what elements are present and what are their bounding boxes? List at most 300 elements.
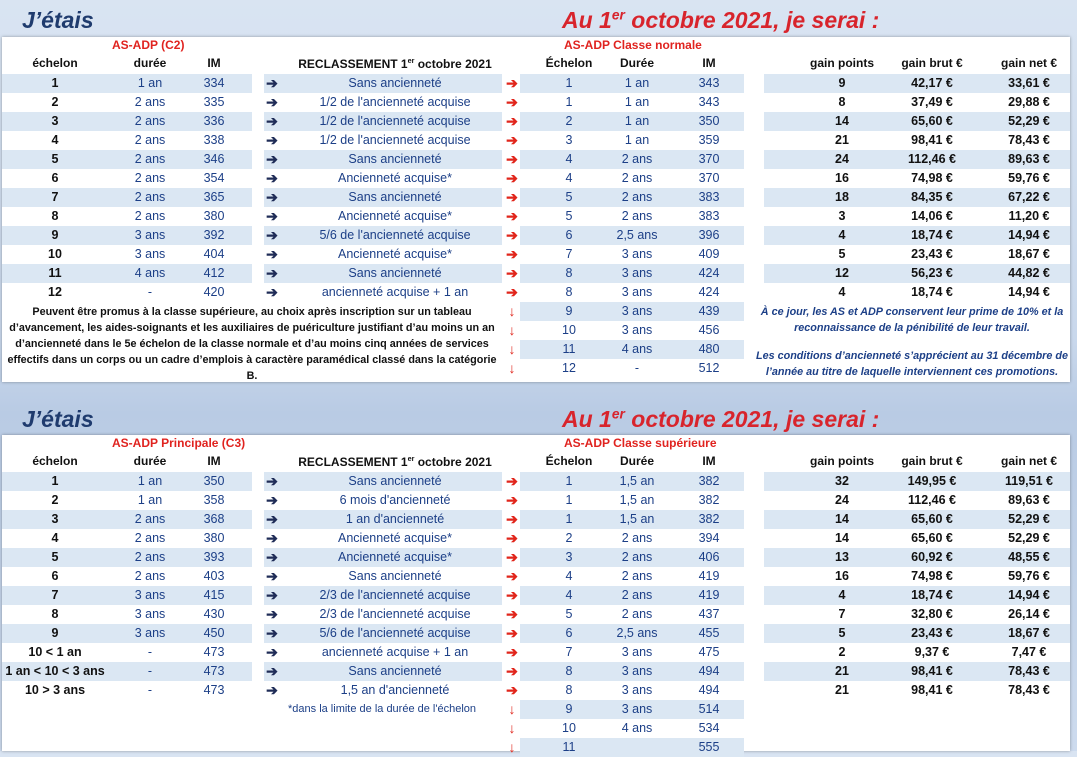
cell-im: 350 [203, 474, 225, 488]
table-row [2, 264, 1070, 283]
cell-echelon: 7 [51, 190, 59, 204]
note-conditions-anciennete: Les conditions d’ancienneté s’apprécient au 31 décembre de l’année au titre de laquelle interviennent ces promotions. [755, 350, 1068, 378]
cell-duree-new: 3 ans [621, 702, 653, 716]
cell-im-new: 494 [698, 664, 720, 678]
cell-im: 420 [203, 285, 225, 299]
header-echelon: échelon [32, 56, 78, 70]
cell-duree-new: 2,5 ans [616, 626, 658, 640]
table-row [2, 681, 1070, 700]
cell-im: 393 [203, 550, 225, 564]
cell-gain-brut: 84,35 € [911, 190, 953, 204]
cell-im-new: 555 [698, 740, 720, 754]
cell-reclassement: Ancienneté acquise* [338, 550, 452, 564]
cell-duree-new: 3 ans [621, 323, 653, 337]
cell-im: 336 [203, 114, 225, 128]
arrow-right-icon: ➔ [266, 682, 278, 698]
cell-duree-new: 1 an [624, 114, 650, 128]
cell-gain-brut: 37,49 € [911, 95, 953, 109]
arrow-right-icon: ➔ [266, 587, 278, 603]
arrow-right-icon: ➔ [266, 284, 278, 300]
cell-duree: - [147, 645, 153, 659]
cell-gain-brut: 112,46 € [908, 152, 956, 166]
table-row [2, 207, 1070, 226]
cell-im: 473 [203, 645, 225, 659]
cell-gain-brut: 18,74 € [911, 588, 953, 602]
arrow-down-icon: ↓ [508, 303, 516, 319]
cell-gain-points: 4 [838, 228, 846, 242]
arrow-right-red-icon: ➔ [506, 587, 518, 603]
cell-im-new: 455 [698, 626, 720, 640]
arrow-down-icon: ↓ [508, 360, 516, 376]
header-reclassement: RECLASSEMENT 1er octobre 2021 [298, 56, 492, 71]
cell-gain-net: 7,47 € [1011, 645, 1047, 659]
cell-gain-net: 14,94 € [1008, 228, 1050, 242]
cell-echelon: 1 an < 10 < 3 ans [5, 664, 105, 678]
table-row [2, 74, 1070, 93]
table-row [2, 567, 1070, 586]
header-im: IM [207, 454, 221, 468]
cell-gain-points: 14 [835, 114, 849, 128]
header-gain-brut: gain brut € [901, 454, 963, 468]
cell-duree: 3 ans [134, 588, 166, 602]
cell-gain-net: 59,76 € [1008, 171, 1050, 185]
cell-echelon-new: 7 [565, 247, 573, 261]
cell-echelon: 4 [51, 531, 59, 545]
arrow-right-red-icon: ➔ [506, 606, 518, 622]
cell-im-new: 409 [698, 247, 720, 261]
table-row-extra [2, 719, 1070, 738]
arrow-right-red-icon: ➔ [506, 568, 518, 584]
header-echelon: échelon [32, 454, 78, 468]
cell-duree: 1 an [137, 76, 163, 90]
arrow-right-icon: ➔ [266, 549, 278, 565]
table-row [2, 586, 1070, 605]
cell-gain-net: 59,76 € [1008, 569, 1050, 583]
header-duree: durée [133, 56, 167, 70]
cell-gain-brut: 65,60 € [911, 531, 953, 545]
arrow-right-red-icon: ➔ [506, 549, 518, 565]
cell-im: 415 [203, 588, 225, 602]
cell-reclassement: Sans ancienneté [348, 190, 442, 204]
cell-echelon: 2 [51, 493, 59, 507]
cell-duree: 3 ans [134, 626, 166, 640]
cell-gain-brut: 23,43 € [911, 626, 953, 640]
cell-echelon-new: 10 [562, 721, 576, 735]
table-row [2, 150, 1070, 169]
table-row [2, 662, 1070, 681]
cell-im: 346 [203, 152, 225, 166]
cell-gain-brut: 56,23 € [911, 266, 953, 280]
table-row [2, 548, 1070, 567]
cell-duree: 2 ans [134, 209, 166, 223]
cell-gain-brut: 98,41 € [911, 133, 953, 147]
cell-im: 403 [203, 569, 225, 583]
header-duree: durée [133, 454, 167, 468]
cell-reclassement: 5/6 de l'ancienneté acquise [319, 626, 471, 640]
arrow-right-icon: ➔ [266, 473, 278, 489]
cell-im-new: 370 [698, 152, 720, 166]
arrow-down-icon: ↓ [508, 720, 516, 736]
header-duree-new: Durée [619, 56, 655, 70]
cell-duree-new: 2 ans [621, 152, 653, 166]
arrow-down-icon: ↓ [508, 701, 516, 717]
arrow-right-icon: ➔ [266, 94, 278, 110]
cell-im: 412 [203, 266, 225, 280]
cell-duree: - [147, 664, 153, 678]
cell-gain-points: 24 [835, 152, 849, 166]
cell-echelon: 6 [51, 171, 59, 185]
cell-gain-net: 52,29 € [1008, 114, 1050, 128]
cell-echelon-new: 1 [565, 76, 573, 90]
cell-im-new: 350 [698, 114, 720, 128]
arrow-down-icon: ↓ [508, 739, 516, 755]
cell-echelon-new: 4 [565, 588, 573, 602]
cell-im: 473 [203, 664, 225, 678]
arrow-right-icon: ➔ [266, 265, 278, 281]
cell-echelon: 4 [51, 133, 59, 147]
table-row [2, 131, 1070, 150]
cell-reclassement: Sans ancienneté [348, 76, 442, 90]
cell-reclassement: Ancienneté acquise* [338, 531, 452, 545]
table-row [2, 93, 1070, 112]
cell-echelon-new: 3 [565, 550, 573, 564]
cell-im-new: 437 [698, 607, 720, 621]
arrow-right-icon: ➔ [266, 492, 278, 508]
cell-duree: - [147, 285, 153, 299]
cell-gain-points: 21 [835, 683, 849, 697]
cell-duree-new: 1 an [624, 95, 650, 109]
cell-gain-brut: 9,37 € [914, 645, 950, 659]
cell-im-new: 343 [698, 95, 720, 109]
cell-im-new: 382 [698, 512, 720, 526]
cell-im-new: 514 [698, 702, 720, 716]
cell-gain-net: 78,43 € [1008, 133, 1050, 147]
arrow-right-red-icon: ➔ [506, 492, 518, 508]
cell-duree-new: 1,5 an [619, 512, 655, 526]
header-gain-points: gain points [810, 56, 874, 70]
cell-echelon: 9 [51, 626, 59, 640]
cell-echelon-new: 4 [565, 152, 573, 166]
cell-gain-points: 2 [838, 645, 846, 659]
grade-from-label: AS-ADP (C2) [112, 38, 185, 52]
cell-im-new: 370 [698, 171, 720, 185]
cell-im: 404 [203, 247, 225, 261]
cell-echelon: 10 < 1 an [28, 645, 82, 659]
table-row-extra [2, 700, 1070, 719]
arrow-right-red-icon: ➔ [506, 663, 518, 679]
cell-echelon-new: 6 [565, 626, 573, 640]
cell-echelon: 5 [51, 550, 59, 564]
cell-duree-new: 3 ans [621, 683, 653, 697]
arrow-right-icon: ➔ [266, 568, 278, 584]
cell-gain-net: 52,29 € [1008, 531, 1050, 545]
header-gain-net: gain net € [1000, 454, 1058, 468]
arrow-right-icon: ➔ [266, 132, 278, 148]
header-gain-brut: gain brut € [901, 56, 963, 70]
cell-gain-brut: 149,95 € [907, 474, 957, 488]
cell-gain-net: 11,20 € [1008, 209, 1050, 223]
cell-reclassement: Ancienneté acquise* [338, 209, 452, 223]
cell-gain-brut: 98,41 € [911, 683, 953, 697]
cell-gain-brut: 42,17 € [911, 76, 953, 90]
cell-duree-new: 2 ans [621, 171, 653, 185]
cell-echelon-new: 1 [565, 493, 573, 507]
cell-echelon-new: 9 [565, 702, 573, 716]
cell-gain-points: 24 [835, 493, 849, 507]
cell-reclassement: Ancienneté acquise* [338, 171, 452, 185]
cell-echelon-new: 6 [565, 228, 573, 242]
table-row [2, 169, 1070, 188]
cell-echelon-new: 5 [565, 190, 573, 204]
cell-im-new: 439 [698, 304, 720, 318]
cell-gain-points: 14 [835, 512, 849, 526]
cell-echelon: 10 [48, 247, 62, 261]
cell-duree-new: 2 ans [621, 569, 653, 583]
header-im: IM [207, 56, 221, 70]
cell-echelon: 11 [48, 266, 62, 280]
cell-gain-points: 3 [838, 209, 846, 223]
cell-echelon-new: 1 [565, 474, 573, 488]
grade-to-label: AS-ADP Classe supérieure [564, 436, 717, 450]
cell-duree: 4 ans [134, 266, 166, 280]
header-duree-new: Durée [619, 454, 655, 468]
arrow-right-red-icon: ➔ [506, 227, 518, 243]
cell-echelon: 9 [51, 228, 59, 242]
cell-reclassement: Sans ancienneté [348, 474, 442, 488]
arrow-right-red-icon: ➔ [506, 265, 518, 281]
cell-gain-points: 9 [838, 76, 846, 90]
cell-echelon: 5 [51, 152, 59, 166]
cell-duree-new: 4 ans [621, 342, 653, 356]
section-classe-superieure [0, 400, 1077, 755]
cell-gain-net: 78,43 € [1008, 664, 1050, 678]
arrow-right-red-icon: ➔ [506, 151, 518, 167]
arrow-right-icon: ➔ [266, 208, 278, 224]
cell-gain-points: 5 [838, 247, 846, 261]
table-row [2, 624, 1070, 643]
table-row [2, 510, 1070, 529]
cell-duree: 1 an [137, 493, 163, 507]
cell-duree-new: 1 an [624, 133, 650, 147]
cell-gain-brut: 14,06 € [911, 209, 953, 223]
cell-im-new: 424 [698, 266, 720, 280]
cell-im: 380 [203, 531, 225, 545]
arrow-right-red-icon: ➔ [506, 284, 518, 300]
arrow-right-icon: ➔ [266, 511, 278, 527]
cell-duree: 2 ans [134, 531, 166, 545]
cell-im-new: 494 [698, 683, 720, 697]
arrow-down-icon: ↓ [508, 341, 516, 357]
cell-gain-net: 14,94 € [1008, 285, 1050, 299]
cell-gain-points: 32 [835, 474, 849, 488]
cell-duree-new: 3 ans [621, 247, 653, 261]
cell-im: 334 [203, 76, 225, 90]
header-gain-net: gain net € [1000, 56, 1058, 70]
cell-reclassement: 5/6 de l'ancienneté acquise [319, 228, 471, 242]
cell-gain-points: 7 [838, 607, 846, 621]
cell-duree: 1 an [137, 474, 163, 488]
cell-duree: 2 ans [134, 569, 166, 583]
title-au-1er-octobre: Au 1er octobre 2021, je serai : [562, 7, 880, 33]
arrow-right-icon: ➔ [266, 606, 278, 622]
arrow-right-red-icon: ➔ [506, 170, 518, 186]
cell-duree: 2 ans [134, 190, 166, 204]
cell-duree-new: 2,5 ans [616, 228, 658, 242]
cell-gain-points: 8 [838, 95, 846, 109]
header-echelon-new: Échelon [545, 454, 593, 468]
cell-echelon-new: 7 [565, 645, 573, 659]
cell-im-new: 475 [698, 645, 720, 659]
cell-echelon: 3 [51, 114, 59, 128]
header-im-new: IM [702, 454, 716, 468]
cell-gain-brut: 65,60 € [911, 114, 953, 128]
arrow-down-icon: ↓ [508, 322, 516, 338]
arrow-right-icon: ➔ [266, 227, 278, 243]
cell-reclassement: Sans ancienneté [348, 266, 442, 280]
cell-im: 450 [203, 626, 225, 640]
cell-duree: 2 ans [134, 512, 166, 526]
cell-im-new: 382 [698, 493, 720, 507]
cell-gain-points: 21 [835, 664, 849, 678]
cell-duree-new: 3 ans [621, 266, 653, 280]
table-sheet [2, 435, 1070, 755]
cell-duree-new: 2 ans [621, 531, 653, 545]
cell-gain-brut: 18,74 € [911, 228, 953, 242]
grade-to-label: AS-ADP Classe normale [564, 38, 702, 52]
cell-echelon: 1 [51, 474, 59, 488]
cell-im-new: 359 [698, 133, 720, 147]
cell-im-new: 534 [698, 721, 720, 735]
arrow-right-red-icon: ➔ [506, 625, 518, 641]
arrow-right-red-icon: ➔ [506, 113, 518, 129]
cell-duree-new: 2 ans [621, 190, 653, 204]
cell-gain-net: 29,88 € [1008, 95, 1050, 109]
arrow-right-icon: ➔ [266, 644, 278, 660]
table-row [2, 529, 1070, 548]
arrow-right-red-icon: ➔ [506, 75, 518, 91]
cell-echelon: 6 [51, 569, 59, 583]
arrow-right-icon: ➔ [266, 170, 278, 186]
cell-duree: 3 ans [134, 247, 166, 261]
cell-duree-new: 3 ans [621, 664, 653, 678]
cell-gain-points: 4 [838, 285, 846, 299]
arrow-right-red-icon: ➔ [506, 530, 518, 546]
cell-duree-new: 1,5 an [619, 493, 655, 507]
cell-reclassement: 1/2 de l'ancienneté acquise [319, 133, 471, 147]
cell-duree: 2 ans [134, 171, 166, 185]
cell-im-new: 424 [698, 285, 720, 299]
cell-echelon-new: 8 [565, 266, 573, 280]
table-sheet [2, 37, 1070, 382]
cell-duree-new: 1 an [624, 76, 650, 90]
arrow-right-icon: ➔ [266, 113, 278, 129]
cell-duree: 2 ans [134, 550, 166, 564]
table-row [2, 491, 1070, 510]
cell-duree: 3 ans [134, 607, 166, 621]
cell-im-new: 396 [698, 228, 720, 242]
cell-echelon-new: 8 [565, 285, 573, 299]
cell-echelon-new: 10 [562, 323, 576, 337]
cell-gain-brut: 18,74 € [911, 285, 953, 299]
cell-echelon-new: 3 [565, 133, 573, 147]
cell-im-new: 394 [698, 531, 720, 545]
cell-im-new: 419 [698, 588, 720, 602]
cell-echelon-new: 1 [565, 95, 573, 109]
cell-echelon-new: 5 [565, 209, 573, 223]
cell-echelon: 2 [51, 95, 59, 109]
table-row [2, 643, 1070, 662]
cell-reclassement: Sans ancienneté [348, 664, 442, 678]
note-prime: À ce jour, les AS et ADP conservent leur prime de 10% et la reconnaissance de la pénibilité de leur travail. [760, 306, 1064, 334]
cell-im: 365 [203, 190, 225, 204]
cell-gain-net: 26,14 € [1008, 607, 1050, 621]
cell-duree-new: 2 ans [621, 209, 653, 223]
table-row-extra [2, 738, 1070, 757]
cell-gain-brut: 98,41 € [911, 664, 953, 678]
table-row [2, 472, 1070, 491]
cell-echelon: 10 > 3 ans [24, 683, 86, 697]
cell-im: 380 [203, 209, 225, 223]
arrow-right-red-icon: ➔ [506, 644, 518, 660]
title-jetais: J’étais [22, 406, 94, 432]
cell-echelon-new: 2 [565, 531, 573, 545]
cell-reclassement: Sans ancienneté [348, 152, 442, 166]
table-row [2, 226, 1070, 245]
cell-duree-new: 3 ans [621, 285, 653, 299]
title-jetais: J’étais [22, 7, 94, 33]
cell-gain-net: 78,43 € [1008, 683, 1050, 697]
cell-gain-points: 14 [835, 531, 849, 545]
cell-gain-brut: 112,46 € [908, 493, 956, 507]
arrow-right-icon: ➔ [266, 189, 278, 205]
cell-echelon: 8 [51, 607, 59, 621]
cell-im-new: 383 [698, 190, 720, 204]
cell-im-new: 419 [698, 569, 720, 583]
cell-echelon: 8 [51, 209, 59, 223]
cell-gain-net: 119,51 € [1005, 474, 1053, 488]
cell-gain-net: 33,61 € [1008, 76, 1050, 90]
cell-im-new: 406 [698, 550, 720, 564]
cell-reclassement: 1/2 de l'ancienneté acquise [319, 95, 471, 109]
cell-gain-brut: 60,92 € [911, 550, 953, 564]
arrow-right-icon: ➔ [266, 625, 278, 641]
cell-duree-new: - [634, 361, 640, 375]
cell-echelon-new: 12 [562, 361, 576, 375]
cell-duree-new: 3 ans [621, 304, 653, 318]
cell-gain-points: 16 [835, 569, 849, 583]
cell-im-new: 382 [698, 474, 720, 488]
cell-echelon-new: 11 [562, 342, 576, 356]
cell-echelon-new: 2 [565, 114, 573, 128]
header-im-new: IM [702, 56, 716, 70]
cell-reclassement: Ancienneté acquise* [338, 247, 452, 261]
cell-gain-net: 89,63 € [1008, 152, 1050, 166]
arrow-right-red-icon: ➔ [506, 682, 518, 698]
cell-duree-new: 2 ans [621, 550, 653, 564]
cell-duree-new: 2 ans [621, 588, 653, 602]
cell-im: 335 [203, 95, 225, 109]
cell-echelon-new: 1 [565, 512, 573, 526]
cell-echelon: 7 [51, 588, 59, 602]
cell-echelon-new: 11 [562, 740, 576, 754]
cell-reclassement: ancienneté acquise + 1 an [321, 285, 469, 299]
cell-duree-new: 4 ans [621, 721, 653, 735]
cell-im: 392 [203, 228, 225, 242]
cell-duree: 2 ans [134, 133, 166, 147]
cell-gain-net: 44,82 € [1008, 266, 1050, 280]
cell-im-new: 343 [698, 76, 720, 90]
cell-echelon-new: 8 [565, 664, 573, 678]
